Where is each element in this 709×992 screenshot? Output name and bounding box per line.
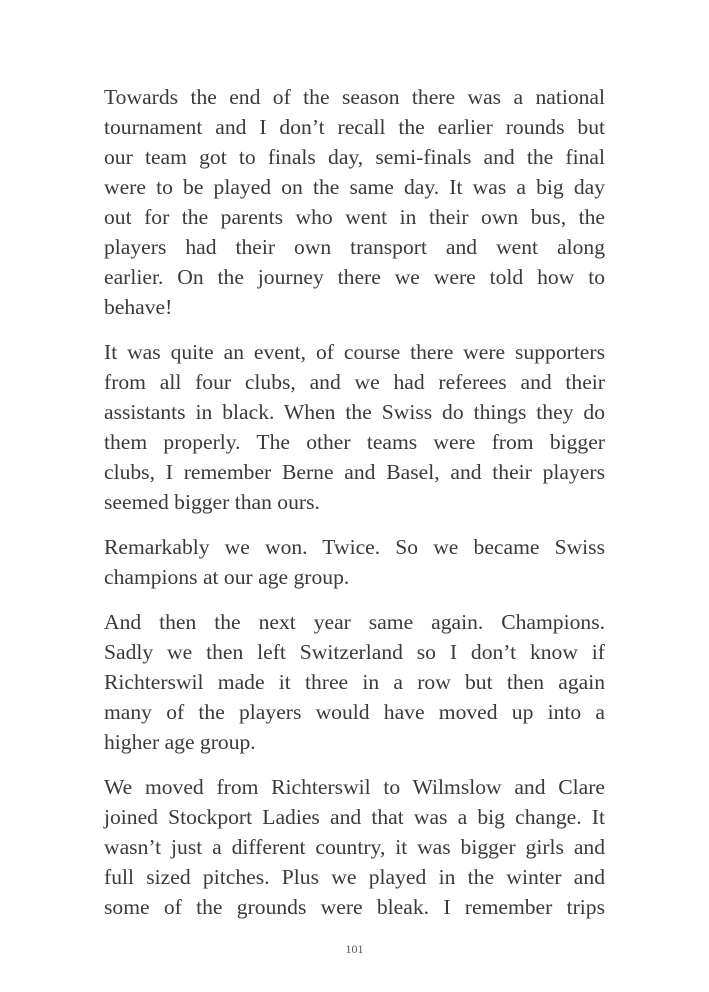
- paragraph-2: [104, 337, 605, 517]
- text-line: Remarkably we won. Twice. So we became Swiss: [104, 535, 605, 559]
- text-line: We moved from Richterswil to Wilmslow and Clare: [104, 775, 605, 799]
- text-line: players had their own transport and went along: [104, 235, 605, 259]
- page-number: 101: [345, 942, 364, 956]
- text-line: our team got to finals day, semi-finals and the final: [104, 145, 605, 169]
- paragraph-3: [104, 532, 605, 592]
- text-line: It was quite an event, of course there were supporters: [104, 340, 605, 364]
- text-line: from all four clubs, and we had referees and their: [104, 370, 605, 394]
- paragraph-4: [104, 607, 605, 757]
- text-line: seemed bigger than ours.: [104, 490, 320, 514]
- text-line: joined Stockport Ladies and that was a big change. It: [104, 805, 605, 829]
- text-line: assistants in black. When the Swiss do things they do: [104, 400, 605, 424]
- page-body: [104, 82, 605, 937]
- text-line: clubs, I remember Berne and Basel, and their players: [104, 460, 605, 484]
- text-line: And then the next year same again. Champions.: [104, 610, 605, 634]
- text-line: tournament and I don’t recall the earlier rounds but: [104, 115, 605, 139]
- text-line: Towards the end of the season there was a national: [104, 85, 605, 109]
- text-line: earlier. On the journey there we were told how to: [104, 265, 605, 289]
- paragraph-5: [104, 772, 605, 922]
- paragraph-1: [104, 82, 605, 322]
- text-line: higher age group.: [104, 730, 256, 754]
- text-line: full sized pitches. Plus we played in the winter and: [104, 865, 605, 889]
- text-line: Sadly we then left Switzerland so I don’t know if: [104, 640, 605, 664]
- text-line: out for the parents who went in their own bus, the: [104, 205, 605, 229]
- text-line: wasn’t just a different country, it was bigger girls and: [104, 835, 605, 859]
- text-line: some of the grounds were bleak. I remember trips: [104, 895, 605, 919]
- text-line: many of the players would have moved up into a: [104, 700, 605, 724]
- text-line: champions at our age group.: [104, 565, 350, 589]
- text-line: them properly. The other teams were from bigger: [104, 430, 605, 454]
- text-line: were to be played on the same day. It was a big day: [104, 175, 605, 199]
- text-line: behave!: [104, 295, 173, 319]
- text-line: Richterswil made it three in a row but then again: [104, 670, 605, 694]
